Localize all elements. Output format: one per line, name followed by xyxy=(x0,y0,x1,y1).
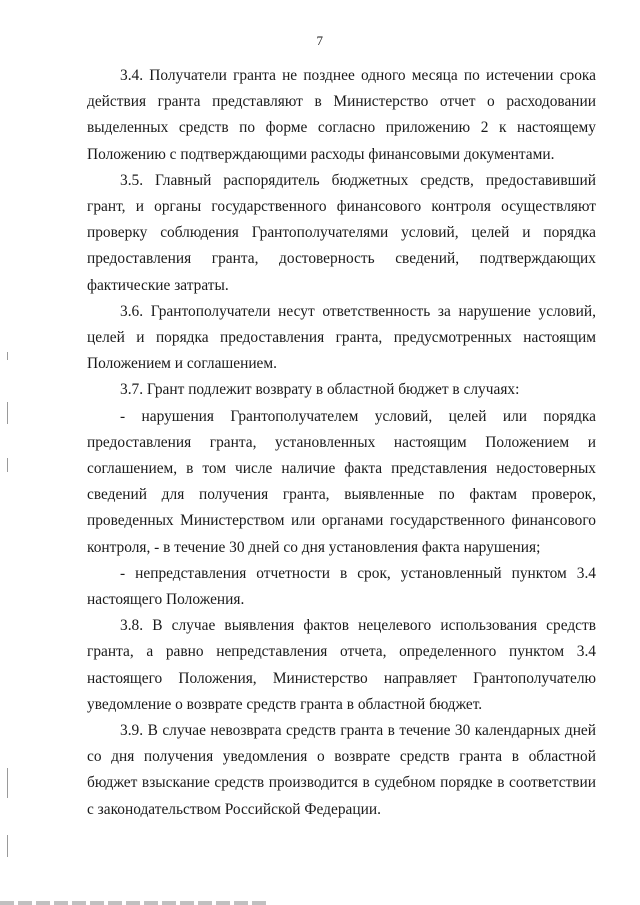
scan-artifact xyxy=(7,835,8,857)
page-number: 7 xyxy=(316,33,324,48)
scan-artifact-bottom xyxy=(0,901,270,905)
document-body xyxy=(87,63,596,823)
scan-artifact xyxy=(7,458,8,472)
paragraph-3-8: 3.8. В случае выявления фактов нецелевого использования средств гранта, а равно непредставления отчета, определенного пунктом 3.4 настоящего Положения, Министерство направляет Грантополучателю уведомление о возврате средств гранта в областной бюджет. xyxy=(87,617,596,713)
paragraph-3-6: 3.6. Грантополучатели несут ответственность за нарушение условий, целей и порядка предоставления гранта, предусмотренных настоящим Положением и соглашением. xyxy=(87,302,596,373)
list-item-no-report: - непредставления отчетности в срок, установленный пунктом 3.4 настоящего Положения. xyxy=(87,564,596,609)
paragraph-3-9: 3.9. В случае невозврата средств гранта в течение 30 календарных дней со дня получения уведомления о возврате средств гранта в областной бюджет взыскание средств производится в судебном порядке в соответствии с законодательством Российской Федерации. xyxy=(87,722,596,818)
paragraph-3-4: 3.4. Получатели гранта не позднее одного месяца по истечении срока действия гранта представляют в Министерство отчет о расходовании выделенных средств по форме согласно приложению 2 к настоящему Положению с подтверждающими расходы финансовыми документами. xyxy=(87,67,596,163)
scan-artifact xyxy=(7,402,8,424)
scan-artifact xyxy=(7,352,8,360)
paragraph-3-5: 3.5. Главный распорядитель бюджетных средств, предоставивший грант, и органы государственного финансового контроля осуществляют проверку соблюдения Грантополучателями условий, целей и порядка предоставления гранта, достоверность сведений, подтверждающих фактические затраты. xyxy=(87,171,596,294)
paragraph-3-7: 3.7. Грант подлежит возврату в областной бюджет в случаях: xyxy=(120,381,520,399)
scan-artifact xyxy=(7,768,8,798)
list-item-violation: - нарушения Грантополучателем условий, целей или порядка предоставления гранта, установленных настоящим Положением и соглашением, в том числе наличие факта представления недостоверных сведений для получения гранта, выявленные по фактам проверок, проведенных Министерством или органами государственного финансового контроля, - в течение 30 дней со дня установления факта нарушения; xyxy=(87,407,596,556)
